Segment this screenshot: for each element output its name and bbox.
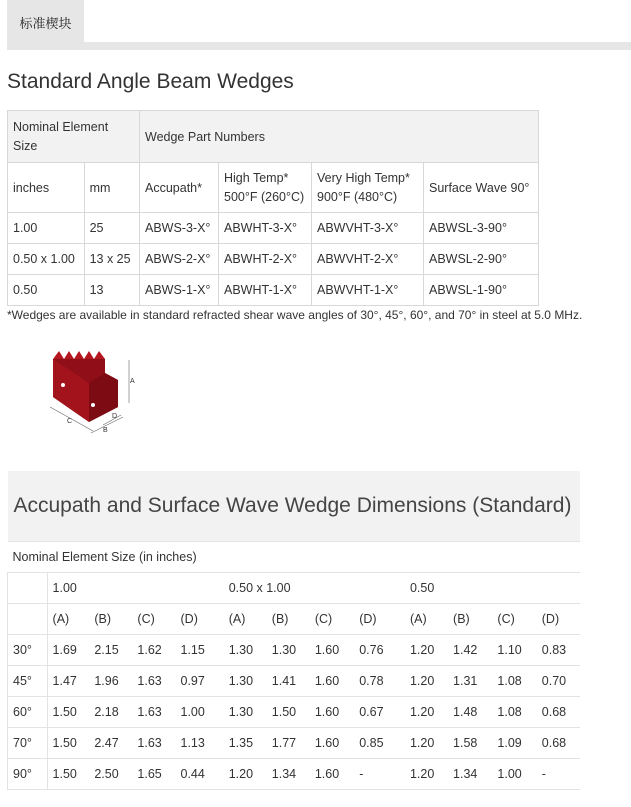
- dimension-value-cell: 2.15: [89, 635, 132, 666]
- dimension-value-cell: 1.08: [492, 666, 536, 697]
- group-label: 0.50: [405, 573, 580, 604]
- dimension-value-cell: 1.50: [47, 697, 89, 728]
- group-label: 0.50 x 1.00: [224, 573, 405, 604]
- dimension-header: (A): [224, 604, 267, 635]
- dimension-value-cell: 1.60: [310, 697, 354, 728]
- cell-surface-wave: ABWSL-1-90°: [424, 275, 539, 306]
- dimension-value-cell: -: [537, 759, 580, 790]
- dimension-value-cell: 1.13: [176, 728, 224, 759]
- dimension-value-cell: 1.62: [132, 635, 175, 666]
- dimension-value-cell: 1.60: [310, 759, 354, 790]
- dimension-value-cell: 0.68: [537, 697, 580, 728]
- dimension-label-d: D: [112, 413, 118, 420]
- table-subheader-row: [8, 542, 581, 573]
- dimension-value-cell: 2.50: [89, 759, 132, 790]
- header-high-temp-line1: High Temp*: [224, 170, 289, 185]
- wedge-diagram-image: [45, 345, 140, 437]
- dimension-value-cell: 1.20: [224, 759, 267, 790]
- table-caption: Accupath and Surface Wave Wedge Dimensions (Standard): [8, 471, 581, 542]
- cell-high-temp: ABWHT-1-X°: [219, 275, 312, 306]
- header-very-high-temp: [312, 163, 424, 213]
- header-accupath: Accupath*: [140, 163, 219, 213]
- cell-mm: 13 x 25: [84, 244, 139, 275]
- group-header-row: [8, 573, 581, 604]
- dimension-value-cell: 1.35: [224, 728, 267, 759]
- cell-very-high-temp: ABWVHT-3-X°: [312, 213, 424, 244]
- cell-accupath: ABWS-1-X°: [140, 275, 219, 306]
- header-mm: mm: [84, 163, 139, 213]
- dimension-value-cell: 0.85: [354, 728, 405, 759]
- table-header-row: [8, 111, 539, 163]
- angle-cell: 90°: [8, 759, 48, 790]
- dimension-value-cell: 0.76: [354, 635, 405, 666]
- dimension-header: (A): [405, 604, 448, 635]
- dimension-header: (C): [310, 604, 354, 635]
- dimension-value-cell: 1.77: [267, 728, 310, 759]
- dimension-value-cell: 1.63: [132, 728, 175, 759]
- dimension-value-cell: 1.65: [132, 759, 175, 790]
- dimension-value-cell: 1.69: [47, 635, 89, 666]
- dimension-value-cell: 1.30: [224, 635, 267, 666]
- cell-very-high-temp: ABWVHT-1-X°: [312, 275, 424, 306]
- dimension-value-cell: 1.30: [224, 666, 267, 697]
- table-row: [8, 697, 581, 728]
- dimension-value-cell: 0.83: [537, 635, 580, 666]
- dimension-value-cell: 0.44: [176, 759, 224, 790]
- dimension-value-cell: 1.50: [47, 759, 89, 790]
- dimension-value-cell: 1.50: [267, 697, 310, 728]
- angle-cell: 30°: [8, 635, 48, 666]
- dimension-value-cell: 1.41: [267, 666, 310, 697]
- dimensions-table-container: [7, 471, 580, 801]
- dimension-value-cell: 2.47: [89, 728, 132, 759]
- angle-cell: 45°: [8, 666, 48, 697]
- dimension-value-cell: 0.67: [354, 697, 405, 728]
- page-title: Standard Angle Beam Wedges: [7, 70, 294, 93]
- header-nominal-size: Nominal Element Size: [8, 111, 140, 163]
- dimension-value-cell: 1.47: [47, 666, 89, 697]
- tab-standard-wedges[interactable]: 标准楔块: [7, 0, 84, 42]
- dimension-value-cell: 1.50: [47, 728, 89, 759]
- cell-mm: 13: [84, 275, 139, 306]
- dimension-header: (B): [89, 604, 132, 635]
- dimension-value-cell: 1.42: [448, 635, 492, 666]
- header-very-high-temp-line1: Very High Temp*: [317, 170, 410, 185]
- group-label: 1.00: [47, 573, 224, 604]
- cell-accupath: ABWS-3-X°: [140, 213, 219, 244]
- wedge-dimensions-table: [7, 471, 580, 790]
- dimension-label-c: C: [67, 418, 73, 425]
- angle-header: [8, 573, 48, 604]
- dimension-value-cell: 1.00: [492, 759, 536, 790]
- dimension-value-cell: 1.15: [176, 635, 224, 666]
- cell-inches: 0.50: [8, 275, 85, 306]
- dimension-value-cell: 1.34: [448, 759, 492, 790]
- dimension-value-cell: 1.63: [132, 666, 175, 697]
- table-row: [8, 244, 539, 275]
- cell-inches: 1.00: [8, 213, 85, 244]
- dimension-value-cell: 1.63: [132, 697, 175, 728]
- dimension-value-cell: 1.10: [492, 635, 536, 666]
- dimension-label-a: A: [130, 378, 135, 385]
- dimension-value-cell: 1.60: [310, 728, 354, 759]
- dimension-header: (D): [176, 604, 224, 635]
- angle-header: [8, 604, 48, 635]
- header-high-temp-line2: 500°F (260°C): [224, 189, 305, 204]
- wedge-screw-hole: [91, 403, 95, 407]
- cell-accupath: ABWS-2-X°: [140, 244, 219, 275]
- dimension-header: (D): [537, 604, 580, 635]
- dimension-value-cell: 1.58: [448, 728, 492, 759]
- wedge-serrations: [53, 351, 105, 359]
- dimension-value-cell: 1.00: [176, 697, 224, 728]
- dimension-header: (B): [448, 604, 492, 635]
- dimension-value-cell: 1.60: [310, 666, 354, 697]
- dimension-header: (B): [267, 604, 310, 635]
- table-row: [8, 213, 539, 244]
- angle-cell: 70°: [8, 728, 48, 759]
- dimension-label-b: B: [103, 427, 108, 434]
- table-row: [8, 275, 539, 306]
- dimension-value-cell: 1.30: [267, 635, 310, 666]
- wedge-screw-hole: [61, 383, 65, 387]
- dimension-header: (A): [47, 604, 89, 635]
- dimension-value-cell: 0.78: [354, 666, 405, 697]
- dimension-value-cell: 1.08: [492, 697, 536, 728]
- table-row: [8, 666, 581, 697]
- dimension-value-cell: -: [354, 759, 405, 790]
- table-caption-row: [8, 471, 581, 542]
- cell-high-temp: ABWHT-3-X°: [219, 213, 312, 244]
- dimension-value-cell: 1.20: [405, 728, 448, 759]
- table-row: [8, 759, 581, 790]
- dimension-value-cell: 1.31: [448, 666, 492, 697]
- table-subheader-row: [8, 163, 539, 213]
- cell-mm: 25: [84, 213, 139, 244]
- nominal-size-label: Nominal Element Size (in inches): [8, 542, 581, 573]
- dimension-value-cell: 1.20: [405, 635, 448, 666]
- dimension-header-row: [8, 604, 581, 635]
- dimension-value-cell: 1.60: [310, 635, 354, 666]
- dimension-header: (D): [354, 604, 405, 635]
- wedge-part-numbers-table: [7, 110, 539, 306]
- dimension-value-cell: 1.09: [492, 728, 536, 759]
- dimension-value-cell: 1.96: [89, 666, 132, 697]
- header-wedge-part-numbers: Wedge Part Numbers: [140, 111, 539, 163]
- dimension-value-cell: 1.20: [405, 666, 448, 697]
- footnote: *Wedges are available in standard refracted shear wave angles of 30°, 45°, 60°, and 70° in steel at 5.0 MHz.: [7, 308, 583, 322]
- header-high-temp: [219, 163, 312, 213]
- angle-cell: 60°: [8, 697, 48, 728]
- cell-high-temp: ABWHT-2-X°: [219, 244, 312, 275]
- table-row: [8, 728, 581, 759]
- tab-underline: [7, 42, 631, 50]
- dimension-value-cell: 1.30: [224, 697, 267, 728]
- dimension-value-cell: 1.20: [405, 697, 448, 728]
- dimension-value-cell: 1.34: [267, 759, 310, 790]
- dimension-header: (C): [132, 604, 175, 635]
- dimension-value-cell: 0.68: [537, 728, 580, 759]
- dimension-value-cell: 1.20: [405, 759, 448, 790]
- dimension-header: (C): [492, 604, 536, 635]
- cell-inches: 0.50 x 1.00: [8, 244, 85, 275]
- dimension-value-cell: 0.97: [176, 666, 224, 697]
- table-row: [8, 635, 581, 666]
- header-inches: inches: [8, 163, 85, 213]
- cell-surface-wave: ABWSL-2-90°: [424, 244, 539, 275]
- cell-surface-wave: ABWSL-3-90°: [424, 213, 539, 244]
- tab-bar: [7, 0, 631, 50]
- dimension-value-cell: 1.48: [448, 697, 492, 728]
- dimension-value-cell: 2.18: [89, 697, 132, 728]
- header-surface-wave: Surface Wave 90°: [424, 163, 539, 213]
- header-very-high-temp-line2: 900°F (480°C): [317, 189, 398, 204]
- dimension-value-cell: 0.70: [537, 666, 580, 697]
- cell-very-high-temp: ABWVHT-2-X°: [312, 244, 424, 275]
